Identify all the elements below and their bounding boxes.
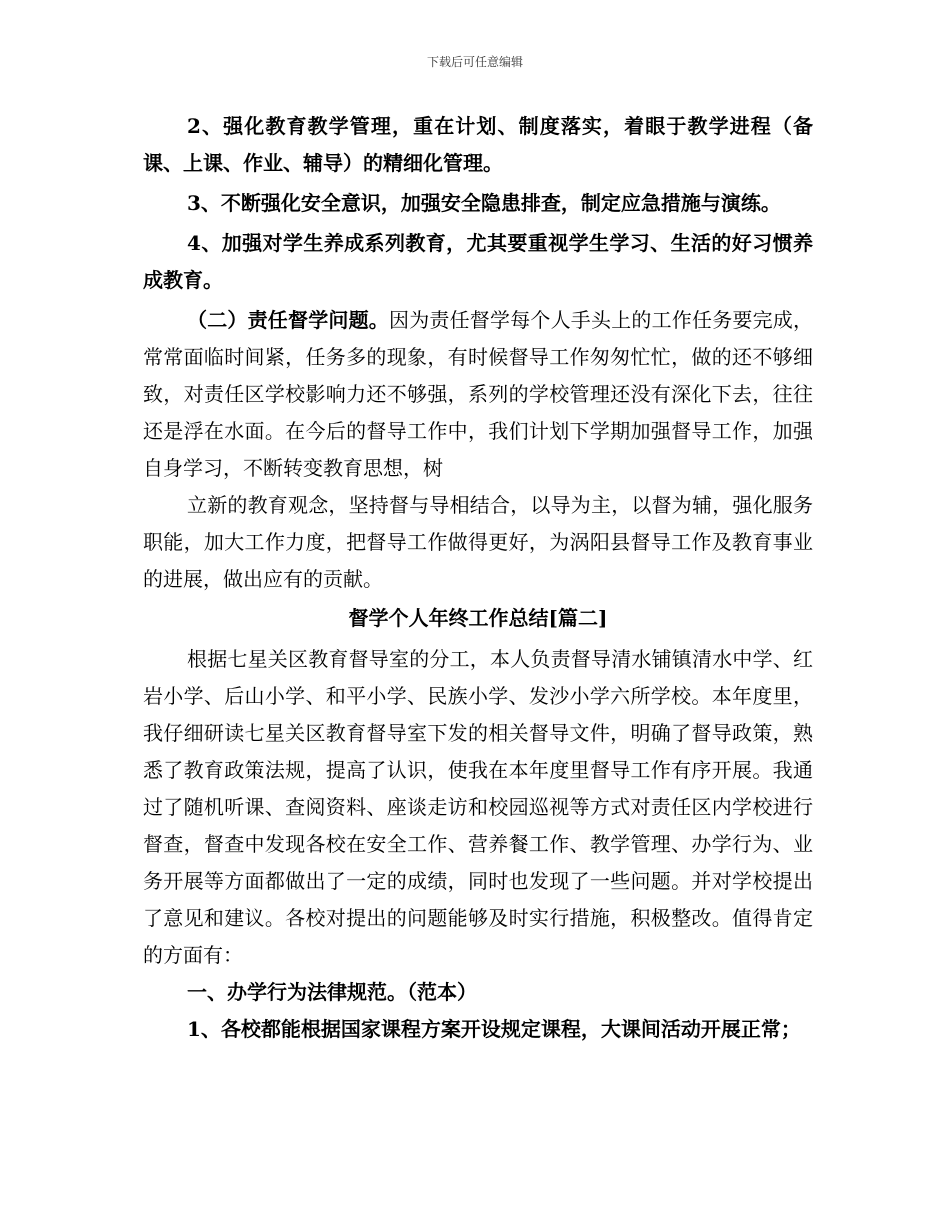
document-body (143, 108, 813, 1048)
section2-body: 因为责任督学每个人手头上的工作任务要完成，常常面临时间紧，任务多的现象，有时候督导工作匆匆忙忙，做的还不够细致，对责任区学校影响力还不够强，系列的学校管理还没有深化下去，往往还是浮在水面。在今后的督导工作中，我们计划下学期加强督导工作，加强自身学习，不断转变教育思想，树 (143, 308, 813, 480)
subheading: 一、办学行为法律规范。（范本） (187, 980, 477, 1004)
section-title: 督学个人年终工作总结[篇二] (348, 606, 608, 630)
list-item-2: 2、强化教育教学管理，重在计划、制度落实，着眼于教学进程（备课、上课、作业、辅导）的精细化管理。 (143, 114, 813, 175)
continuation-paragraph: 立新的教育观念，坚持督与导相结合，以导为主，以督为辅，强化服务职能，加大工作力度，把督导工作做得更好，为涡阳县督导工作及教育事业的进展，做出应有的贡献。 (143, 493, 813, 591)
list-item-3: 3、不断强化安全意识，加强安全隐患排查，制定应急措施与演练。 (187, 191, 781, 215)
list-item-4: 4、加强对学生养成系列教育，尤其要重视学生学习、生活的好习惯养成教育。 (143, 231, 813, 292)
page-header: 下载后可任意编辑 (426, 55, 523, 69)
section2-heading: （二）责任督学问题。 (187, 308, 389, 332)
point-1: 1、各校都能根据国家课程方案开设规定课程，大课间活动开展正常； (187, 1017, 801, 1041)
intro-paragraph: 根据七星关区教育督导室的分工，本人负责督导清水铺镇清水中学、红岩小学、后山小学、和平小学、民族小学、发沙小学六所学校。本年度里，我仔细研读七星关区教育督导室下发的相关督导文件，明确了督导政策，熟悉了教育政策法规，提高了认识，使我在本年度里督导工作有序开展。我通过了随机听课、查阅资料、座谈走访和校园巡视等方式对责任区内学校进行督查，督查中发现各校在安全工作、营养餐工作、教学管理、办学行为、业务开展等方面都做出了一定的成绩，同时也发现了一些问题。并对学校提出了意见和建议。各校对提出的问题能够及时实行措施，积极整改。值得肯定的方面有： (143, 647, 813, 967)
section2-paragraph (143, 302, 813, 487)
